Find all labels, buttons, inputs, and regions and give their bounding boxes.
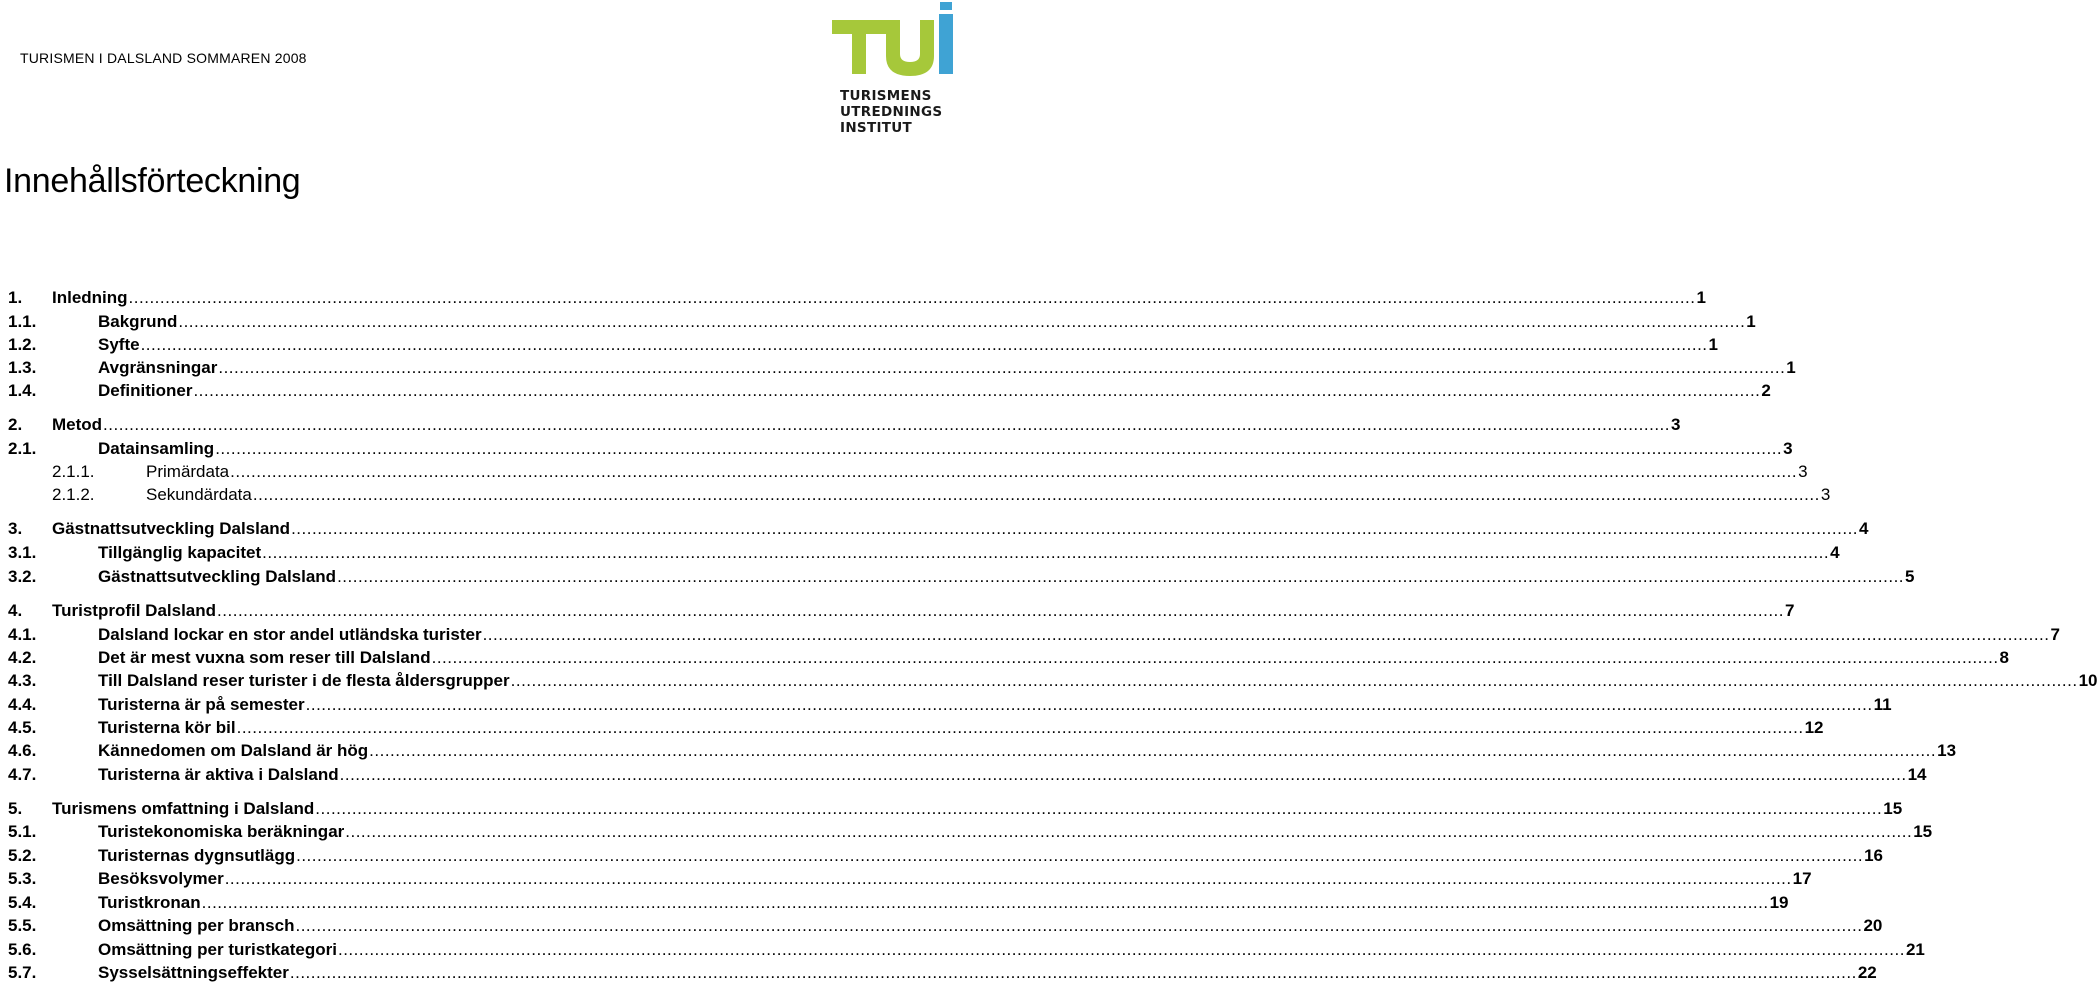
toc-entry-page: 14 bbox=[1907, 765, 1927, 784]
toc-entry-title: Turistprofil Dalsland bbox=[52, 601, 217, 620]
toc-entry[interactable] bbox=[0, 740, 1957, 762]
toc-entry[interactable] bbox=[0, 694, 1892, 716]
toc-dot-leader: ............................................................................................................................................................................................................................................................................................................ bbox=[103, 415, 1670, 434]
toc-entry-title: Bakgrund bbox=[98, 312, 178, 331]
toc-entry[interactable] bbox=[0, 600, 1795, 622]
toc-entry-number: 5.4. bbox=[8, 893, 37, 912]
toc-dot-leader: ............................................................................................................................................................................................................................................................................................................ bbox=[217, 601, 1784, 620]
toc-entry-number: 2.1. bbox=[8, 439, 37, 458]
toc-entry-page: 20 bbox=[1863, 916, 1883, 935]
toc-dot-leader: ............................................................................................................................................................................................................................................................................................................ bbox=[337, 567, 1905, 586]
toc-dot-leader: ............................................................................................................................................................................................................................................................................................................ bbox=[224, 869, 1792, 888]
toc-entry-title: Dalsland lockar en stor andel utländska turister bbox=[98, 625, 482, 644]
toc-entry[interactable] bbox=[0, 647, 2010, 669]
toc-entry-number: 1.3. bbox=[8, 358, 37, 377]
toc-dot-leader: ............................................................................................................................................................................................................................................................................................................ bbox=[315, 799, 1883, 818]
toc-entry-page: 22 bbox=[1857, 963, 1877, 982]
toc-entry-page: 19 bbox=[1769, 893, 1789, 912]
toc-entry-title: Turisterna kör bil bbox=[98, 718, 236, 737]
toc-entry-number: 5.5. bbox=[8, 916, 37, 935]
toc-entry[interactable] bbox=[0, 542, 1840, 564]
toc-entry[interactable] bbox=[0, 624, 2060, 646]
toc-entry-title: Till Dalsland reser turister i de flesta åldersgrupper bbox=[98, 671, 510, 690]
toc-entry-number: 5.7. bbox=[8, 963, 37, 982]
toc-entry-title: Kännedomen om Dalsland är hög bbox=[98, 741, 369, 760]
logo-line-1: TURISMENS bbox=[840, 88, 932, 104]
toc-dot-leader: ............................................................................................................................................................................................................................................................................................................ bbox=[305, 695, 1873, 714]
toc-entry-page: 10 bbox=[2078, 671, 2098, 690]
toc-dot-leader: ............................................................................................................................................................................................................................................................................................................ bbox=[215, 439, 1783, 458]
toc-dot-leader: ............................................................................................................................................................................................................................................................................................................ bbox=[369, 741, 1937, 760]
toc-dot-leader: ............................................................................................................................................................................................................................................................................................................ bbox=[236, 718, 1804, 737]
toc-entry[interactable] bbox=[0, 798, 1903, 820]
logo-u-shape bbox=[886, 20, 934, 76]
toc-entry-page: 12 bbox=[1804, 718, 1824, 737]
toc-dot-leader: ............................................................................................................................................................................................................................................................................................................ bbox=[252, 485, 1820, 504]
toc-dot-leader: ............................................................................................................................................................................................................................................................................................................ bbox=[178, 312, 1746, 331]
toc-entry[interactable] bbox=[0, 461, 1808, 483]
toc-dot-leader: ............................................................................................................................................................................................................................................................................................................ bbox=[339, 765, 1907, 784]
toc-entry-page: 5 bbox=[1905, 567, 1915, 586]
toc-entry-title: Turisterna är aktiva i Dalsland bbox=[98, 765, 339, 784]
toc-entry-number: 3.1. bbox=[8, 543, 37, 562]
toc-entry-title: Turisterna är på semester bbox=[98, 695, 305, 714]
toc-entry-title: Sekundärdata bbox=[146, 485, 252, 504]
toc-entry[interactable] bbox=[0, 287, 1706, 309]
toc-entry-number: 1.4. bbox=[8, 381, 37, 400]
toc-entry-title: Metod bbox=[52, 415, 103, 434]
toc-entry-title: Avgränsningar bbox=[98, 358, 218, 377]
toc-dot-leader: ............................................................................................................................................................................................................................................................................................................ bbox=[128, 288, 1696, 307]
logo-wordmark bbox=[840, 88, 960, 136]
toc-dot-leader: ............................................................................................................................................................................................................................................................................................................ bbox=[218, 358, 1786, 377]
toc-entry[interactable] bbox=[0, 868, 1812, 890]
toc-dot-leader: ............................................................................................................................................................................................................................................................................................................ bbox=[140, 335, 1708, 354]
toc-dot-leader: ............................................................................................................................................................................................................................................................................................................ bbox=[482, 625, 2050, 644]
toc-entry-number: 3. bbox=[8, 519, 23, 538]
toc-entry-title: Turistkronan bbox=[98, 893, 201, 912]
toc-entry-number: 4.4. bbox=[8, 695, 37, 714]
toc-entry-number: 4.5. bbox=[8, 718, 37, 737]
toc-entry-number: 4.2. bbox=[8, 648, 37, 667]
toc-entry[interactable] bbox=[0, 821, 1933, 843]
toc-entry-page: 3 bbox=[1671, 415, 1681, 434]
page-title: Innehållsförteckning bbox=[4, 162, 301, 200]
toc-entry-page: 1 bbox=[1746, 312, 1756, 331]
toc-entry-page: 3 bbox=[1820, 485, 1831, 504]
toc-entry-number: 4.3. bbox=[8, 671, 37, 690]
toc-entry-number: 3.2. bbox=[8, 567, 37, 586]
toc-dot-leader: ............................................................................................................................................................................................................................................................................................................ bbox=[193, 381, 1761, 400]
toc-entry-number: 5.6. bbox=[8, 940, 37, 959]
toc-entry-number: 5.2. bbox=[8, 846, 37, 865]
toc-entry-title: Turistekonomiska beräkningar bbox=[98, 822, 345, 841]
toc-entry-title: Tillgänglig kapacitet bbox=[98, 543, 262, 562]
toc-entry-page: 1 bbox=[1708, 335, 1718, 354]
toc-entry-title: Definitioner bbox=[98, 381, 193, 400]
toc-entry-page: 7 bbox=[1785, 601, 1795, 620]
toc-entry-page: 7 bbox=[2050, 625, 2060, 644]
toc-entry-page: 1 bbox=[1696, 288, 1706, 307]
toc-entry[interactable] bbox=[0, 962, 1877, 984]
toc-entry[interactable] bbox=[0, 764, 1927, 786]
toc-entry-number: 4.7. bbox=[8, 765, 37, 784]
toc-entry-title: Syfte bbox=[98, 335, 140, 354]
toc-entry[interactable] bbox=[0, 892, 1789, 914]
toc-entry[interactable] bbox=[0, 380, 1771, 402]
logo-line-2: UTREDNINGS bbox=[840, 104, 943, 120]
toc-entry[interactable] bbox=[0, 484, 1831, 506]
toc-entry-page: 3 bbox=[1798, 462, 1808, 481]
toc-entry-number: 1.2. bbox=[8, 335, 37, 354]
toc-entry[interactable] bbox=[0, 939, 1925, 961]
toc-entry-title: Primärdata bbox=[146, 462, 230, 481]
toc-entry-number: 5. bbox=[8, 799, 23, 818]
toc-entry[interactable] bbox=[0, 845, 1883, 867]
logo-t-stem bbox=[852, 20, 866, 74]
toc-entry-number: 5.3. bbox=[8, 869, 37, 888]
toc-entry-number: 1. bbox=[8, 288, 23, 307]
toc-dot-leader: ............................................................................................................................................................................................................................................................................................................ bbox=[289, 963, 1857, 982]
toc-entry-page: 21 bbox=[1905, 940, 1925, 959]
toc-entry-page: 13 bbox=[1937, 741, 1957, 760]
toc-entry-title: Gästnattsutveckling Dalsland bbox=[52, 519, 291, 538]
toc-entry[interactable] bbox=[0, 915, 1883, 937]
toc-entry[interactable] bbox=[0, 311, 1756, 333]
toc-dot-leader: ............................................................................................................................................................................................................................................................................................................ bbox=[510, 671, 2078, 690]
toc-dot-leader: ............................................................................................................................................................................................................................................................................................................ bbox=[262, 543, 1830, 562]
toc-entry-page: 4 bbox=[1830, 543, 1840, 562]
toc-entry-page: 4 bbox=[1859, 519, 1869, 538]
toc-entry-page: 8 bbox=[1999, 648, 2010, 667]
toc-entry-page: 15 bbox=[1913, 822, 1933, 841]
toc-entry[interactable] bbox=[0, 414, 1681, 436]
toc-entry[interactable] bbox=[0, 566, 1915, 588]
logo-line-3: INSTITUT bbox=[840, 120, 913, 136]
logo-i-dot bbox=[940, 2, 952, 10]
toc-entry-number: 5.1. bbox=[8, 822, 37, 841]
toc-entry-number: 4.1. bbox=[8, 625, 37, 644]
toc-entry-page: 2 bbox=[1761, 381, 1771, 400]
toc-entry[interactable] bbox=[0, 438, 1793, 460]
toc-entry-title: Omsättning per bransch bbox=[98, 916, 295, 935]
toc-entry-title: Inledning bbox=[52, 288, 128, 307]
toc-dot-leader: ............................................................................................................................................................................................................................................................................................................ bbox=[295, 916, 1863, 935]
toc-dot-leader: ............................................................................................................................................................................................................................................................................................................ bbox=[201, 893, 1769, 912]
toc-entry[interactable] bbox=[0, 717, 1824, 739]
toc-dot-leader: ............................................................................................................................................................................................................................................................................................................ bbox=[337, 940, 1905, 959]
toc-entry-title: Gästnattsutveckling Dalsland bbox=[98, 567, 337, 586]
toc-entry-title: Omsättning per turistkategori bbox=[98, 940, 337, 959]
toc-entry-number: 4.6. bbox=[8, 741, 37, 760]
toc-entry-number: 1.1. bbox=[8, 312, 37, 331]
toc-entry-page: 11 bbox=[1873, 695, 1892, 714]
toc-entry[interactable] bbox=[0, 518, 1869, 540]
toc-dot-leader: ............................................................................................................................................................................................................................................................................................................ bbox=[291, 519, 1859, 538]
toc-entry-page: 16 bbox=[1864, 846, 1883, 865]
toc-dot-leader: ............................................................................................................................................................................................................................................................................................................ bbox=[431, 648, 1999, 667]
toc-entry-number: 2.1.2. bbox=[52, 485, 95, 504]
toc-entry-number: 2. bbox=[8, 415, 23, 434]
toc-entry-number: 2.1.1. bbox=[52, 462, 95, 481]
toc-entry[interactable] bbox=[0, 670, 2098, 692]
toc-entry-title: Datainsamling bbox=[98, 439, 215, 458]
toc-entry[interactable] bbox=[0, 357, 1796, 379]
toc-entry-title: Det är mest vuxna som reser till Dalsland bbox=[98, 648, 431, 667]
toc-entry-title: Sysselsättningseffekter bbox=[98, 963, 289, 982]
toc-entry-page: 17 bbox=[1792, 869, 1812, 888]
toc-entry-page: 15 bbox=[1883, 799, 1903, 818]
toc-entry-number: 4. bbox=[8, 601, 23, 620]
logo-i-stem bbox=[939, 14, 953, 74]
toc-dot-leader: ............................................................................................................................................................................................................................................................................................................ bbox=[230, 462, 1798, 481]
toc-entry[interactable] bbox=[0, 334, 1718, 356]
toc-entry-title: Turisternas dygnsutlägg bbox=[98, 846, 296, 865]
toc-dot-leader: ............................................................................................................................................................................................................................................................................................................ bbox=[296, 846, 1864, 865]
toc-entry-page: 3 bbox=[1783, 439, 1793, 458]
toc-entry-title: Besöksvolymer bbox=[98, 869, 224, 888]
toc-entry-page: 1 bbox=[1786, 358, 1796, 377]
toc-entry-title: Turismens omfattning i Dalsland bbox=[52, 799, 315, 818]
toc-dot-leader: ............................................................................................................................................................................................................................................................................................................ bbox=[345, 822, 1913, 841]
running-header: TURISMEN I DALSLAND SOMMAREN 2008 bbox=[20, 50, 307, 66]
